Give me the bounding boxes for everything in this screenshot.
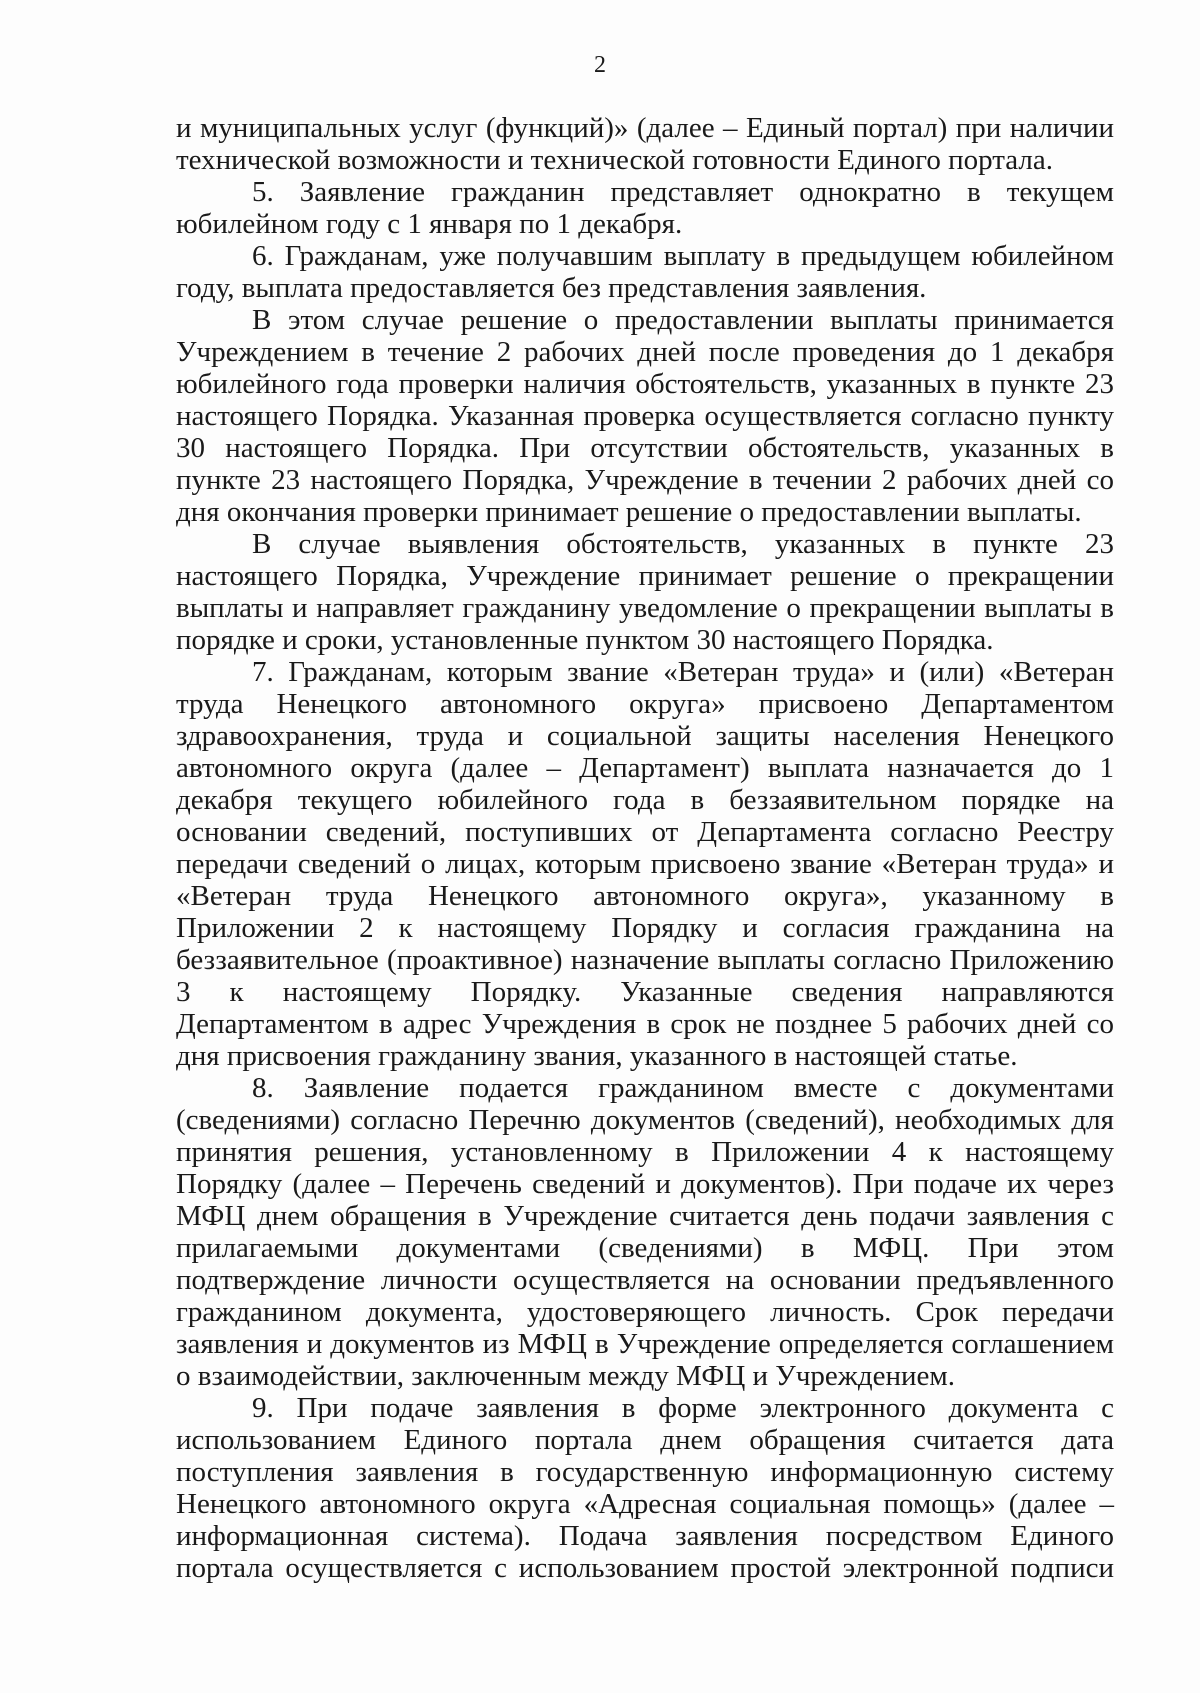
paragraph-item-9: 9. При подаче заявления в форме электронного документа с использованием Единого портала днем обращения считается дата поступления заявления в государственную информационную систему Ненецкого автономного округа «Адресная социальная помощь» (далее – информационная система). Подача заявления посредством Единого портала осуществляется с использованием простой электронной подписи <box>176 1392 1114 1584</box>
paragraph-continuation: и муниципальных услуг (функций)» (далее – Единый портал) при наличии технической возможности и технической готовности Единого портала. <box>176 112 1114 176</box>
paragraph-item-8: 8. Заявление подается гражданином вместе с документами (сведениями) согласно Перечню документов (сведений), необходимых для принятия решения, установленному в Приложении 4 к настоящему Порядку (далее – Перечень сведений и документов). При подаче их через МФЦ днем обращения в Учреждение считается день подачи заявления с прилагаемыми документами (сведениями) в МФЦ. При этом подтверждение личности осуществляется на основании предъявленного гражданином документа, удостоверяющего личность. Срок передачи заявления и документов из МФЦ в Учреждение определяется соглашением о взаимодействии, заключенным между МФЦ и Учреждением. <box>176 1072 1114 1392</box>
document-body <box>176 112 1114 1584</box>
paragraph-item-6: 6. Гражданам, уже получавшим выплату в предыдущем юбилейном году, выплата предоставляется без представления заявления. <box>176 240 1114 304</box>
paragraph-item-6-termination: В случае выявления обстоятельств, указанных в пункте 23 настоящего Порядка, Учреждение принимает решение о прекращении выплаты и направляет гражданину уведомление о прекращении выплаты в порядке и сроки, установленные пунктом 30 настоящего Порядка. <box>176 528 1114 656</box>
paragraph-item-7: 7. Гражданам, которым звание «Ветеран труда» и (или) «Ветеран труда Ненецкого автономного округа» присвоено Департаментом здравоохранения, труда и социальной защиты населения Ненецкого автономного округа (далее – Департамент) выплата назначается до 1 декабря текущего юбилейного года в беззаявительном порядке на основании сведений, поступивших от Департамента согласно Реестру передачи сведений о лицах, которым присвоено звание «Ветеран труда» и «Ветеран труда Ненецкого автономного округа», указанному в Приложении 2 к настоящему Порядку и согласия гражданина на беззаявительное (проактивное) назначение выплаты согласно Приложению 3 к настоящему Порядку. Указанные сведения направляются Департаментом в адрес Учреждения в срок не позднее 5 рабочих дней со дня присвоения гражданину звания, указанного в настоящей статье. <box>176 656 1114 1072</box>
page-number: 2 <box>594 52 606 78</box>
paragraph-item-6-decision: В этом случае решение о предоставлении выплаты принимается Учреждением в течение 2 рабочих дней после проведения до 1 декабря юбилейного года проверки наличия обстоятельств, указанных в пункте 23 настоящего Порядка. Указанная проверка осуществляется согласно пункту 30 настоящего Порядка. При отсутствии обстоятельств, указанных в пункте 23 настоящего Порядка, Учреждение в течении 2 рабочих дней со дня окончания проверки принимает решение о предоставлении выплаты. <box>176 304 1114 528</box>
paragraph-item-5: 5. Заявление гражданин представляет однократно в текущем юбилейном году с 1 января по 1 декабря. <box>176 176 1114 240</box>
